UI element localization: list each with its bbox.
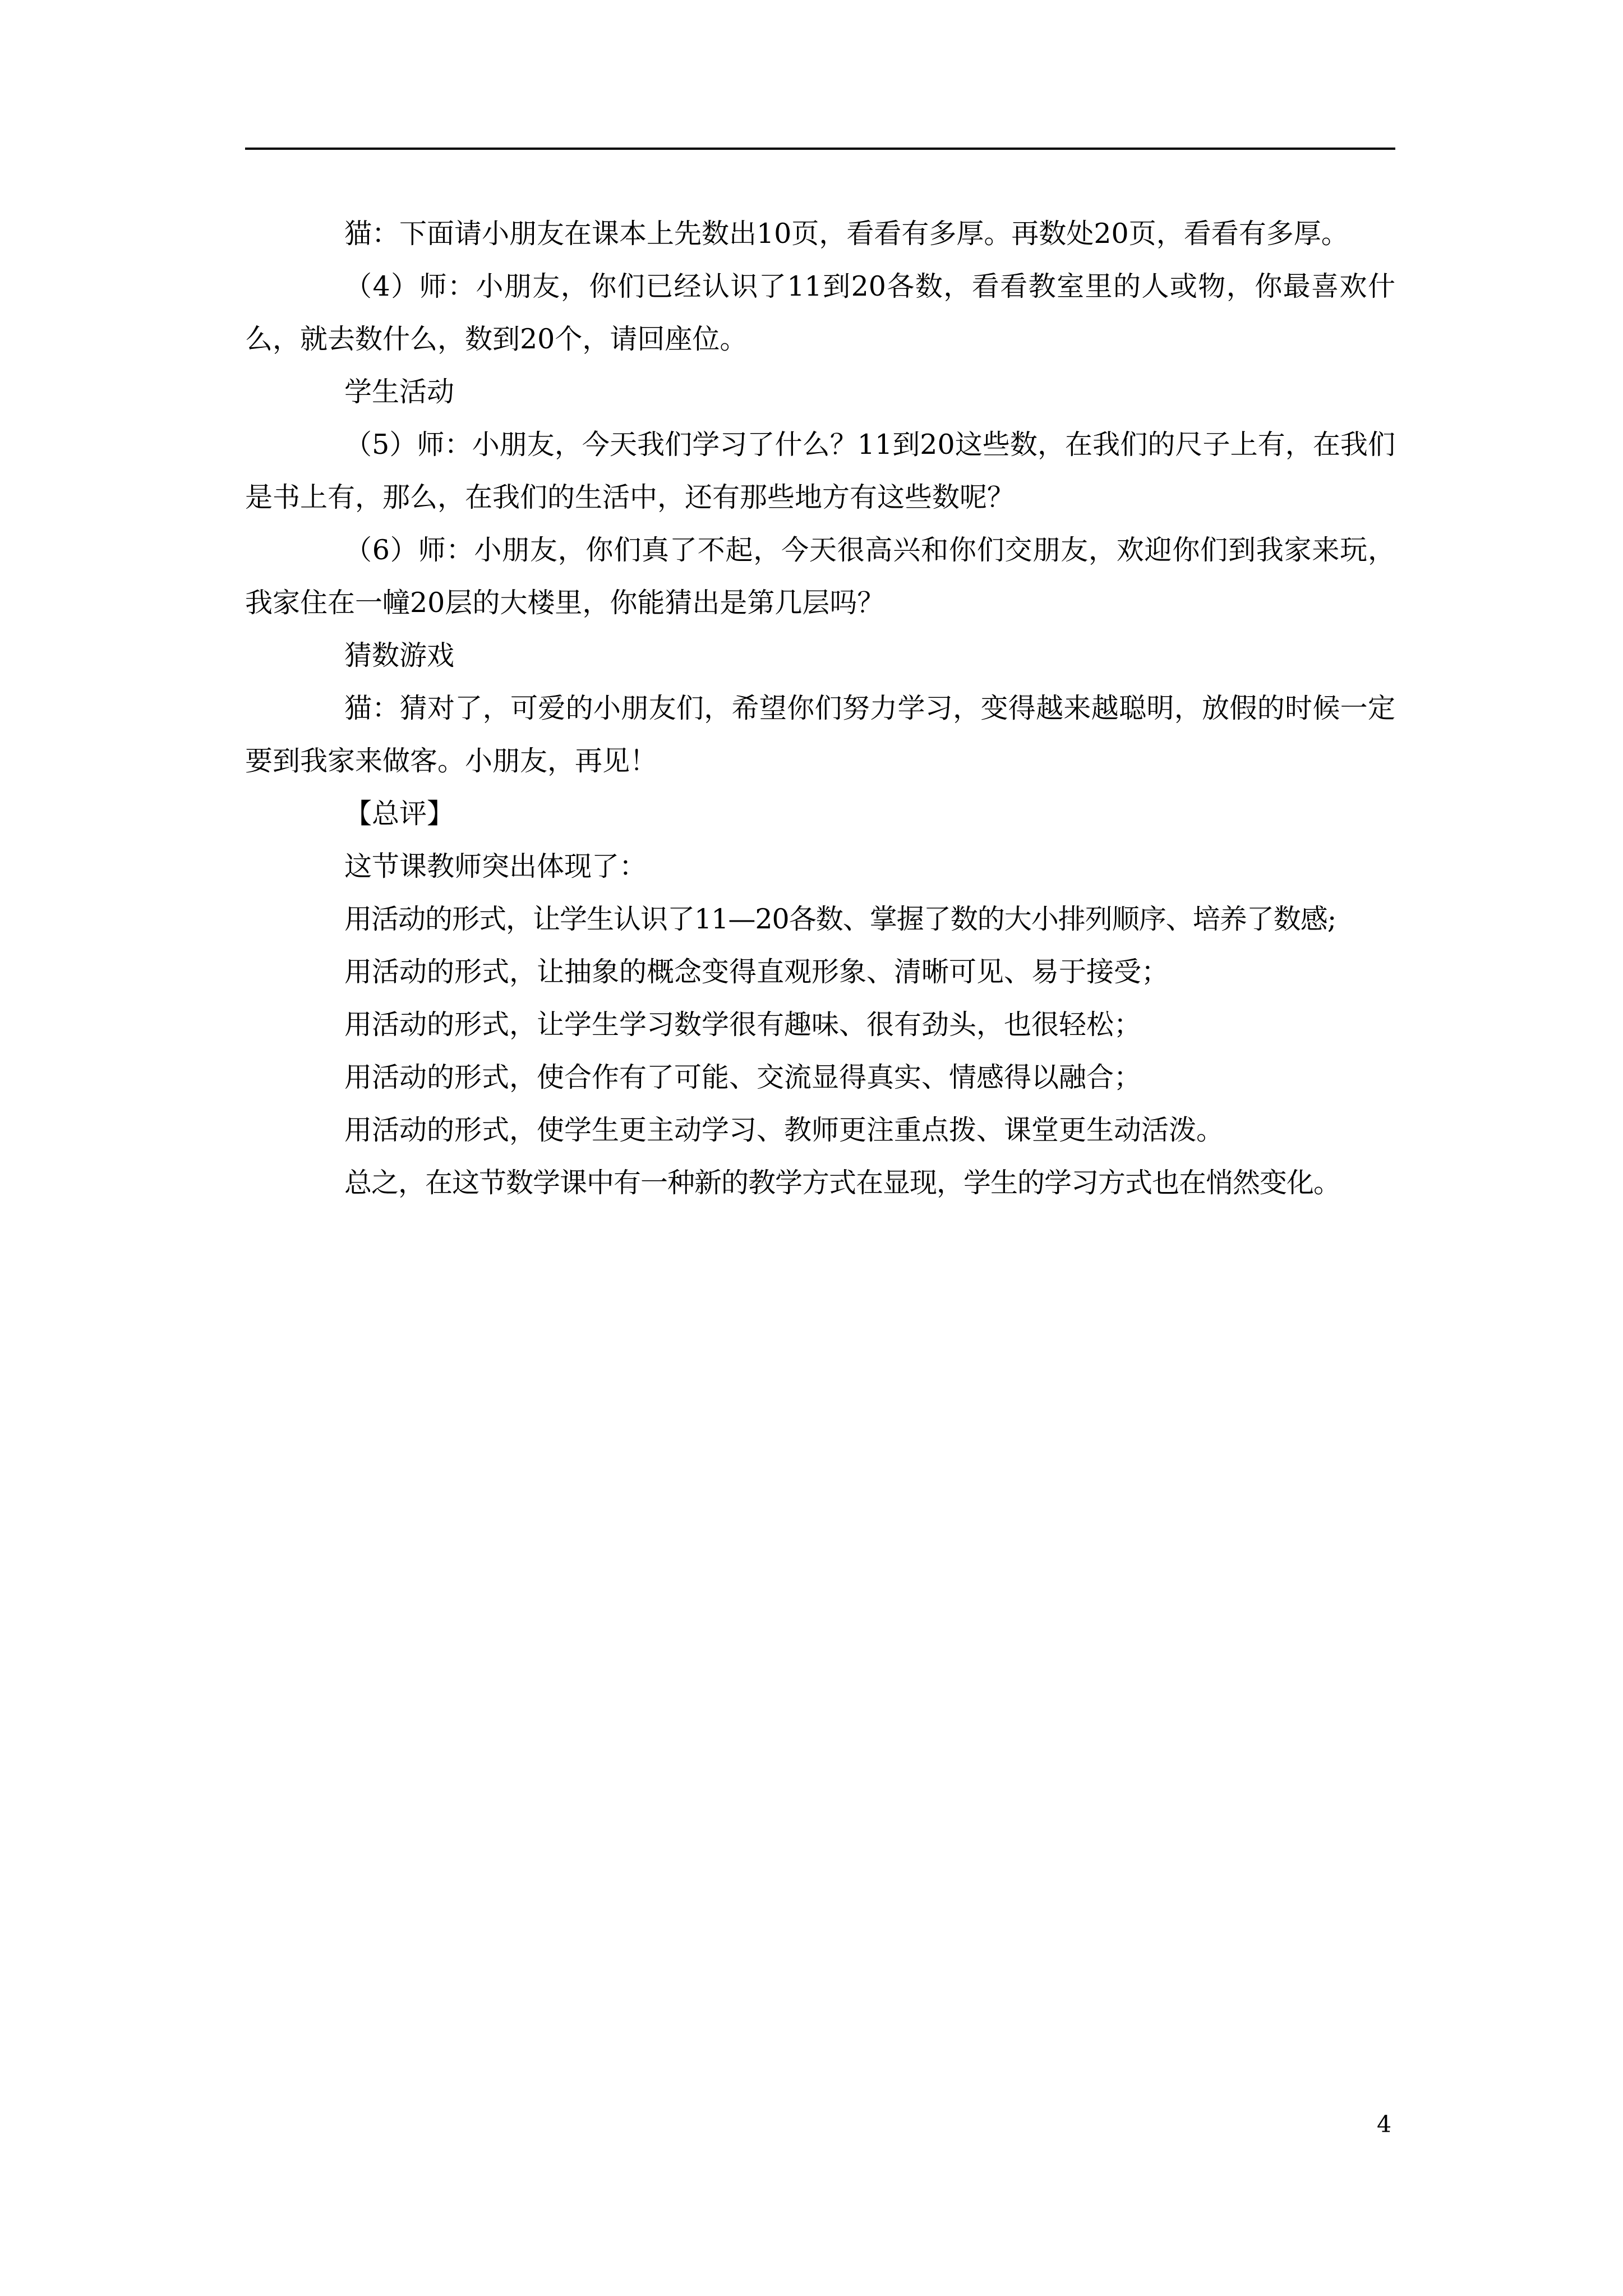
paragraph-summary-point-2: 用活动的形式，让抽象的概念变得直观形象、清晰可见、易于接受； [344,956,1169,988]
paragraph-student-activity: 学生活动 [344,376,455,408]
paragraph-summary-point-3: 用活动的形式，让学生学习数学很有趣味、很有劲头，也很轻松； [344,1009,1142,1041]
page-number: 4 [1377,2111,1392,2138]
paragraph-cat-count-pages: 猫：下面请小朋友在课本上先数出10页，看看有多厚。再数处20页，看看有多厚。 [344,218,1349,250]
paragraph-guess-game: 猜数游戏 [344,639,455,671]
paragraph-conclusion: 总之，在这节数学课中有一种新的教学方式在显现，学生的学习方式也在悄然变化。 [344,1167,1341,1199]
paragraph-teacher-step-4: （4）师：小朋友，你们已经认识了11到20各数，看看教室里的人或物，你最喜欢什么，就去数什么，数到20个，请回座位。 [245,270,1395,355]
paragraph-teacher-step-5: （5）师：小朋友，今天我们学习了什么？11到20这些数，在我们的尺子上有，在我们是书上有，那么，在我们的生活中，还有那些地方有这些数呢？ [245,429,1395,513]
paragraph-summary-intro: 这节课教师突出体现了： [344,850,647,882]
paragraph-summary-point-5: 用活动的形式，使学生更主动学习、教师更注重点拨、课堂更生动活泼。 [344,1114,1224,1146]
paragraph-summary-point-1: 用活动的形式，让学生认识了11—20各数、掌握了数的大小排列顺序、培养了数感; [344,903,1336,935]
section-heading-summary: 【总评】 [344,798,455,830]
paragraph-summary-point-4: 用活动的形式，使合作有了可能、交流显得真实、情感得以融合； [344,1061,1142,1093]
paragraph-teacher-step-6: （6）师：小朋友，你们真了不起，今天很高兴和你们交朋友，欢迎你们到我家来玩，我家住在一幢20层的大楼里，你能猜出是第几层吗？ [245,534,1395,619]
paragraph-cat-farewell: 猫：猜对了，可爱的小朋友们，希望你们努力学习，变得越来越聪明，放假的时候一定要到我家来做客。小朋友，再见！ [245,692,1395,777]
document-body [245,208,1395,1209]
header-rule [245,148,1395,150]
